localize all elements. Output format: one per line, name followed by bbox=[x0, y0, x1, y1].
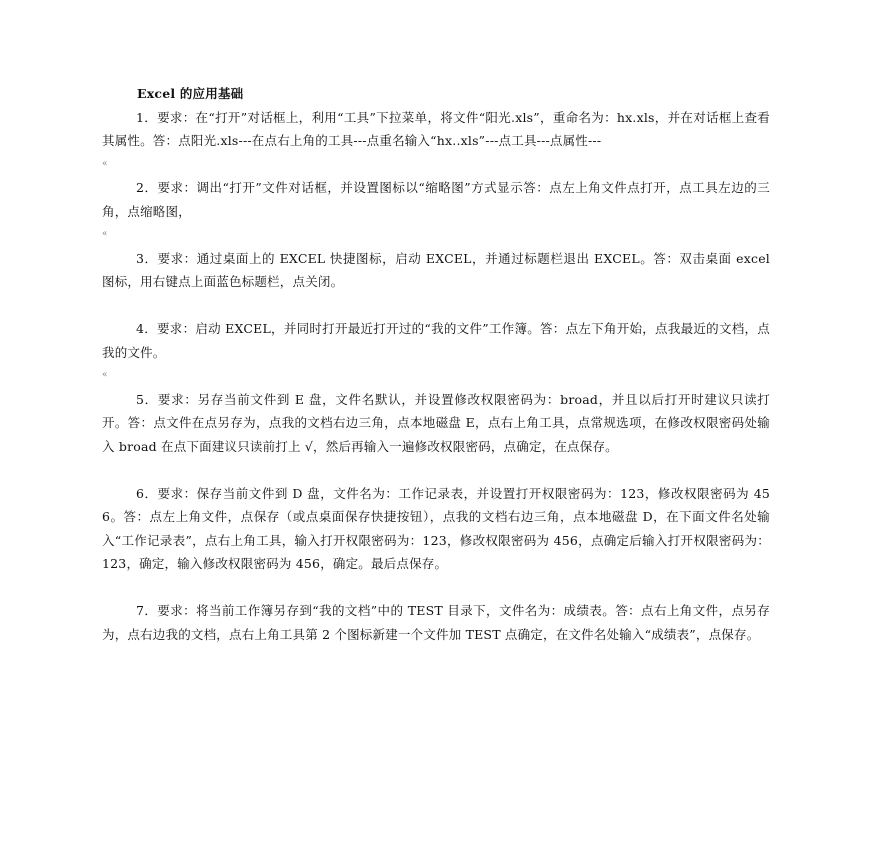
paragraph-mark-2: « bbox=[102, 229, 108, 239]
question-7: 7．要求：将当前工作簿另存到“我的文档”中的 TEST 目录下，文件名为：成绩表。答：点右上角文件，点另存为，点右边我的文档，点右上角工具第 2 个图标新建一个文件加 TEST 点确定，在文件名处输入“成绩表”，点保存。 bbox=[102, 603, 770, 642]
document-body bbox=[102, 82, 770, 646]
document-title: Excel 的应用基础 bbox=[137, 86, 244, 101]
question-6: 6．要求：保存当前文件到 D 盘，文件名为：工作记录表，并设置打开权限密码为：123，修改权限密码为 456。答：点左上角文件，点保存（或点桌面保存快捷按钮），点我的文档右边三角，点本地磁盘 D，在下面文件名处输入“工作记录表”，点右上角工具，输入打开权限密码为：123，修改权限密码为 456，点确定后输入打开权限密码为：123，确定，输入修改权限密码为 456，确定。最后点保存。 bbox=[102, 485, 770, 571]
blank-line-3 bbox=[102, 576, 770, 600]
blank-line-1 bbox=[102, 294, 770, 318]
blank-line-2 bbox=[102, 458, 770, 482]
question-5: 5．要求：另存当前文件到 E 盘，文件名默认，并设置修改权限密码为：broad，并且以后打开时建议只读打开。答：点文件在点另存为，点我的文档右边三角，点本地磁盘 E，点右上角工具，点常规选项，在修改权限密码处输入 broad 在点下面建议只读前打上 √，然后再输入一遍修改权限密码，点确定，在点保存。 bbox=[102, 391, 770, 454]
question-4: 4．要求：启动 EXCEL，并同时打开最近打开过的“我的文件”工作簿。答：点左下角开始，点我最近的文档，点我的文件。 bbox=[102, 321, 770, 360]
paragraph-mark-1: « bbox=[102, 158, 108, 169]
paragraph-mark-3: « bbox=[102, 370, 108, 380]
question-2: 2．要求：调出“打开”文件对话框，并设置图标以“缩略图”方式显示答：点左上角文件点打开，点工具左边的三角，点缩略图， bbox=[102, 180, 770, 219]
question-1: 1．要求：在“打开”对话框上，利用“工具”下拉菜单，将文件“阳光.xls”，重命名为：hx.xls，并在对话框上查看其属性。答：点阳光.xls---在点右上角的工具---点重名输入“hx..xls”---点工具---点属性--- bbox=[102, 109, 770, 148]
question-3: 3．要求：通过桌面上的 EXCEL 快捷图标，启动 EXCEL，并通过标题栏退出 EXCEL。答：双击桌面 excel 图标，用右键点上面蓝色标题栏，点关闭。 bbox=[102, 250, 770, 289]
